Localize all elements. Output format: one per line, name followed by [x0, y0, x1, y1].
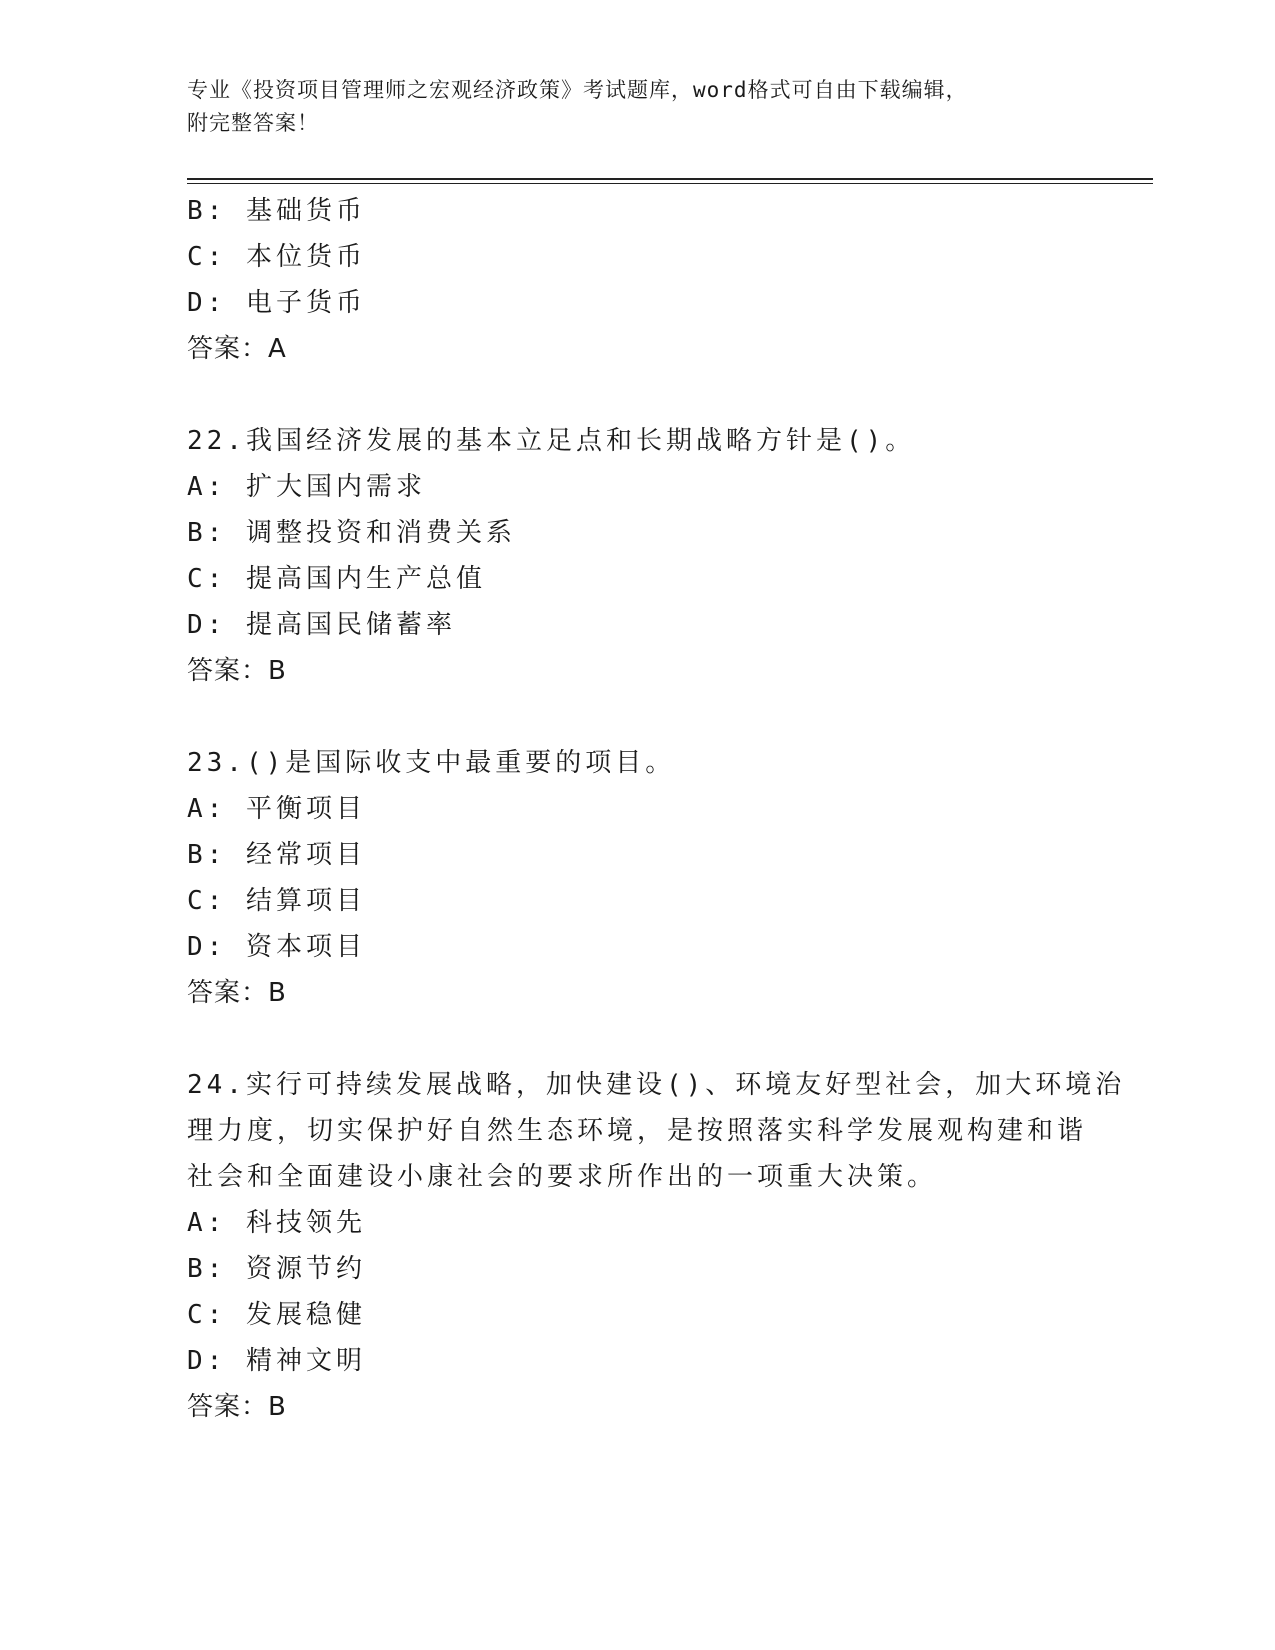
option-c: C: 发展稳健 — [187, 1300, 366, 1330]
answer-line: 答案：B — [187, 1392, 287, 1422]
option-d: D: 精神文明 — [187, 1346, 366, 1376]
header-divider-thin — [187, 183, 1153, 184]
option-a: A: 扩大国内需求 — [187, 472, 426, 502]
spacer — [187, 372, 1087, 418]
spacer — [187, 694, 1087, 740]
answer-line: 答案：B — [187, 656, 287, 686]
option-c: C: 本位货币 — [187, 242, 366, 272]
option-b: B: 经常项目 — [187, 840, 366, 870]
header-divider-thick — [187, 178, 1153, 180]
option-a: A: 平衡项目 — [187, 794, 366, 824]
option-b: B: 调整投资和消费关系 — [187, 518, 516, 548]
question-stem-line-2: 理力度，切实保护好自然生态环境，是按照落实科学发展观构建和谐 — [187, 1116, 1088, 1146]
header-line-2: 附完整答案！ — [187, 111, 319, 135]
question-22 — [187, 418, 1087, 694]
question-stem: 22.我国经济发展的基本立足点和长期战略方针是()。 — [187, 426, 916, 456]
question-24 — [187, 1062, 1126, 1430]
option-a: A: 科技领先 — [187, 1208, 366, 1238]
question-list — [187, 188, 1126, 1430]
question-stem-line-3: 社会和全面建设小康社会的要求所作出的一项重大决策。 — [187, 1162, 938, 1192]
option-c: C: 结算项目 — [187, 886, 366, 916]
document-header — [187, 74, 1087, 140]
question-stem-line-1: 24.实行可持续发展战略，加快建设()、环境友好型社会，加大环境治 — [187, 1070, 1126, 1100]
answer-line: 答案：B — [187, 978, 287, 1008]
question-stem: 23.()是国际收支中最重要的项目。 — [187, 748, 676, 778]
option-d: D: 资本项目 — [187, 932, 366, 962]
question-23 — [187, 740, 1087, 1016]
option-b: B: 资源节约 — [187, 1254, 366, 1284]
option-b: B: 基础货币 — [187, 196, 366, 226]
answer-line: 答案：A — [187, 334, 287, 364]
question-21-continued — [187, 188, 1087, 372]
option-d: D: 提高国民储蓄率 — [187, 610, 456, 640]
option-c: C: 提高国内生产总值 — [187, 564, 486, 594]
option-d: D: 电子货币 — [187, 288, 366, 318]
spacer — [187, 1016, 1087, 1062]
header-line-1: 专业《投资项目管理师之宏观经济政策》考试题库，word格式可自由下载编辑， — [187, 78, 968, 102]
